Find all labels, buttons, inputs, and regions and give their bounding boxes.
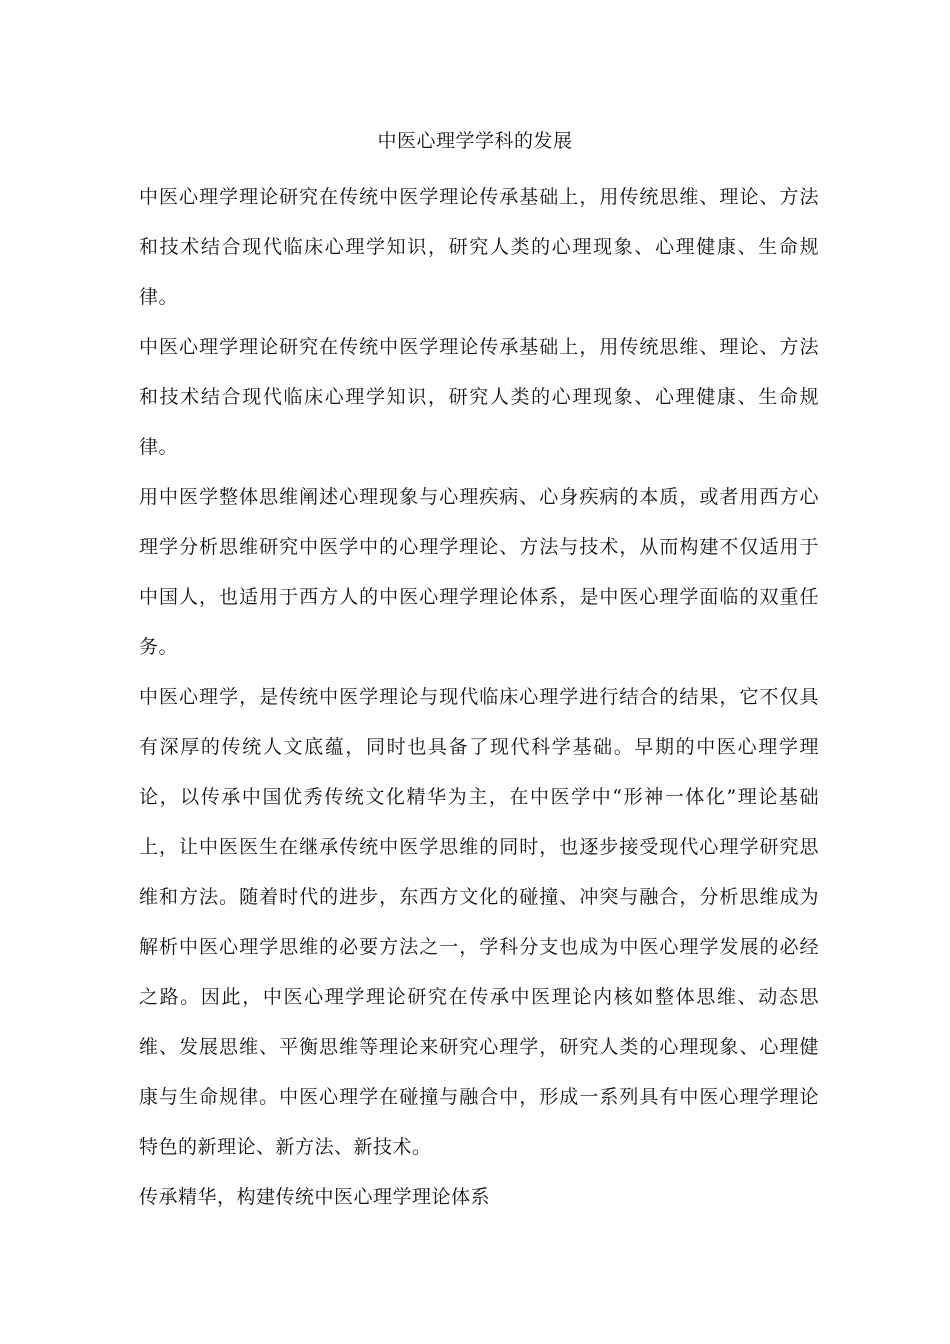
section-heading: 传承精华，构建传统中医心理学理论体系: [139, 1186, 491, 1208]
paragraph-3: 用中医学整体思维阐述心理现象与心理疾病、心身疾病的本质，或者用西方心理学分析思维研究中医学中的心理学理论、方法与技术，从而构建不仅适用于中国人，也适用于西方人的中医心理学理论体系，是中医心理学面临的双重任务。: [139, 486, 819, 658]
document-title: 中医心理学学科的发展: [377, 130, 573, 152]
paragraph-4: 中医心理学，是传统中医学理论与现代临床心理学进行结合的结果，它不仅具有深厚的传统人文底蕴，同时也具备了现代科学基础。早期的中医心理学理论，以传承中国优秀传统文化精华为主，在中医学中“形神一体化”理论基础上，让中医医生在继承传统中医学思维的同时，也逐步接受现代心理学研究思维和方法。随着时代的进步，东西方文化的碰撞、冲突与融合，分析思维成为解析中医心理学思维的必要方法之一，学科分支也成为中医心理学发展的必经之路。因此，中医心理学理论研究在传承中医理论内核如整体思维、动态思维、发展思维、平衡思维等理论来研究心理学，研究人类的心理现象、心理健康与生命规律。中医心理学在碰撞与融合中，形成一系列具有中医心理学理论特色的新理论、新方法、新技术。: [139, 686, 819, 1158]
paragraph-2: 中医心理学理论研究在传统中医学理论传承基础上，用传统思维、理论、方法和技术结合现代临床心理学知识，研究人类的心理现象、心理健康、生命规律。: [139, 336, 819, 458]
paragraph-1: 中医心理学理论研究在传统中医学理论传承基础上，用传统思维、理论、方法和技术结合现代临床心理学知识，研究人类的心理现象、心理健康、生命规律。: [139, 186, 819, 308]
document-body: [139, 172, 819, 1222]
